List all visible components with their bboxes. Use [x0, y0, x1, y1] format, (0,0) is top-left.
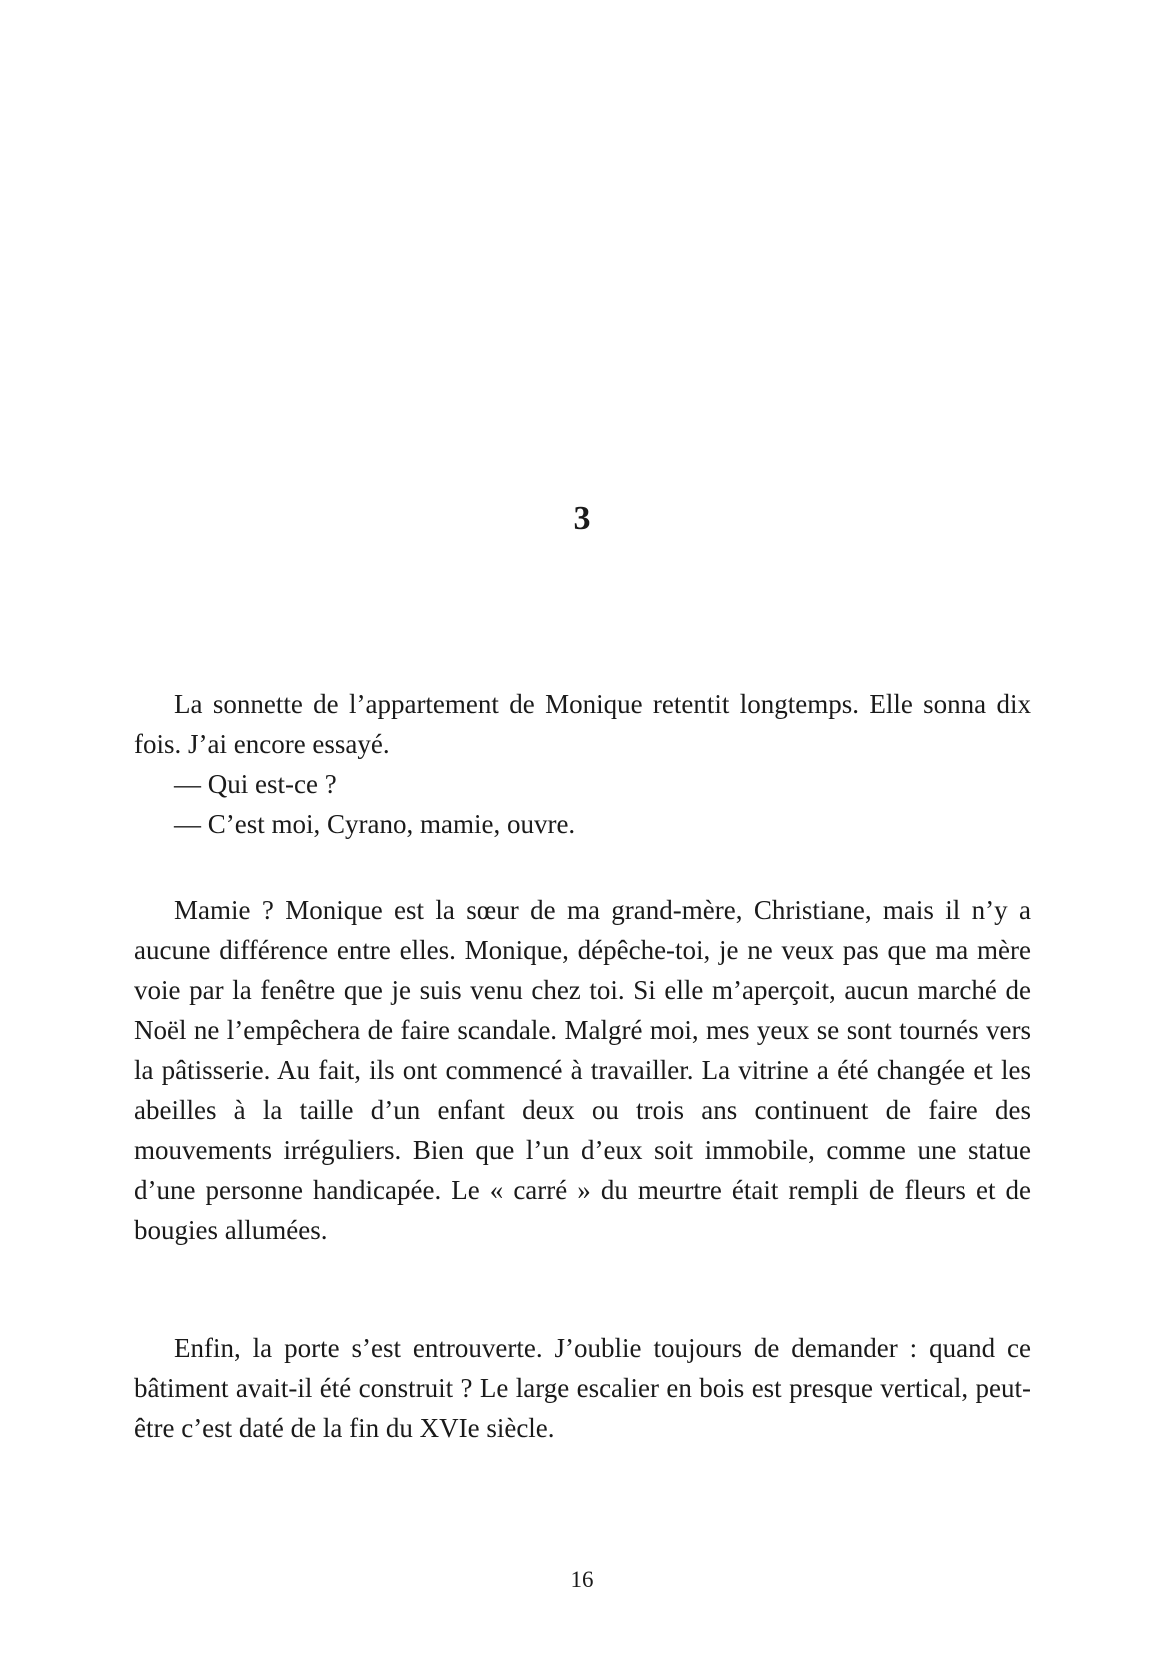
paragraph: Mamie ? Monique est la sœur de ma grand-mère, Christiane, mais il n’y a aucune différence entre elles. Monique, dépêche-toi, je ne veux pas que ma mère voie par la fenêtre que je suis venu chez toi. Si elle m’aperçoit, aucun marché de Noël ne l’empêchera de faire scandale. Malgré moi, mes yeux se sont tournés vers la pâtisserie. Au fait, ils ont commencé à travailler. La vitrine a été changée et les abeilles à la taille d’un enfant deux ou trois ans continuent de faire des mouvements irréguliers. Bien que l’un d’eux soit immobile, comme une statue d’une personne handicapée. Le « carré » du meurtre était rempli de fleurs et de bougies allumées. [134, 895, 1031, 1245]
text-block-middle [134, 890, 1031, 1250]
text-block-closing [134, 1328, 1031, 1448]
text-block-opening [134, 684, 1031, 844]
paragraph: Enfin, la porte s’est entrouverte. J’oublie toujours de demander : quand ce bâtiment avait-il été construit ? Le large escalier en bois est presque vertical, peut-être c’est daté de la fin du XVIe siècle. [134, 1333, 1031, 1443]
dialogue-line: — Qui est-ce ? [174, 769, 337, 799]
chapter-number: 3 [573, 500, 591, 537]
paragraph: La sonnette de l’appartement de Monique retentit longtemps. Elle sonna dix fois. J’ai encore essayé. [134, 689, 1031, 759]
dialogue-line: — C’est moi, Cyrano, mamie, ouvre. [174, 809, 576, 839]
page-number: 16 [570, 1567, 594, 1592]
